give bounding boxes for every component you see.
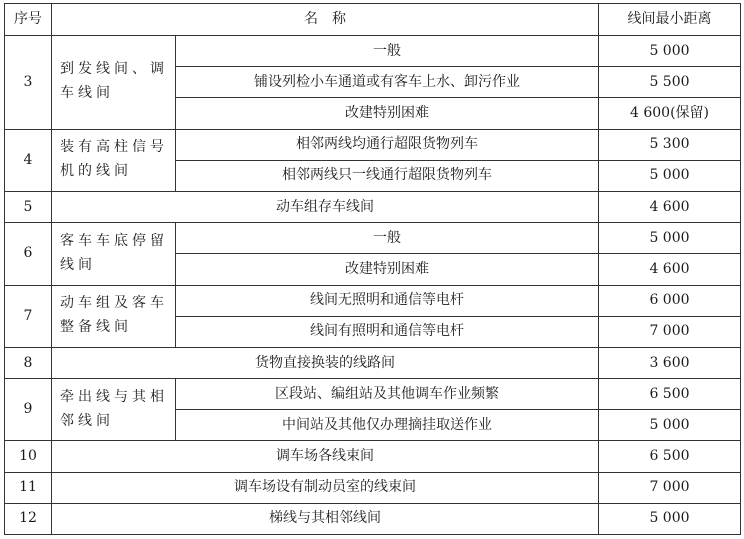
row-name: 装有高柱信号机的线间: [52, 129, 176, 191]
spacing-table: [4, 3, 741, 535]
row-condition: 改建特别困难: [176, 98, 599, 129]
row-seq: 3: [5, 36, 52, 130]
row-distance: 5 000: [599, 223, 741, 254]
row-condition: 中间站及其他仅办理摘挂取送作业: [176, 410, 599, 441]
row-seq: 12: [5, 503, 52, 534]
row-condition: 一般: [176, 36, 599, 67]
table-row: [5, 347, 741, 378]
row-condition: 改建特别困难: [176, 254, 599, 285]
row-name: 调车场各线束间: [52, 441, 599, 472]
row-seq: 11: [5, 472, 52, 503]
row-condition: 区段站、编组站及其他调车作业频繁: [176, 379, 599, 410]
row-condition: 线间无照明和通信等电杆: [176, 285, 599, 316]
table-row: [5, 285, 741, 316]
row-condition: 铺设列检小车通道或有客车上水、卸污作业: [176, 67, 599, 98]
row-condition: 相邻两线只一线通行超限货物列车: [176, 160, 599, 191]
table-row: [5, 223, 741, 254]
row-seq: 6: [5, 223, 52, 285]
row-name: 梯线与其相邻线间: [52, 503, 599, 534]
row-seq: 9: [5, 379, 52, 441]
row-condition: 线间有照明和通信等电杆: [176, 316, 599, 347]
table-row: [5, 379, 741, 410]
table-row: [5, 441, 741, 472]
row-name: 到发线间、调车线间: [52, 36, 176, 130]
row-seq: 10: [5, 441, 52, 472]
row-seq: 7: [5, 285, 52, 347]
row-distance: 7 000: [599, 472, 741, 503]
row-name: 客车车底停留线间: [52, 223, 176, 285]
row-name: 调车场设有制动员室的线束间: [52, 472, 599, 503]
row-condition: 相邻两线均通行超限货物列车: [176, 129, 599, 160]
row-name: 动车组存车线间: [52, 191, 599, 222]
table-row: [5, 503, 741, 534]
row-seq: 5: [5, 191, 52, 222]
row-condition: 一般: [176, 223, 599, 254]
row-name: 牵出线与其相邻线间: [52, 379, 176, 441]
table-header-row: [5, 4, 741, 36]
row-distance: 5 000: [599, 160, 741, 191]
row-name: 动车组及客车整备线间: [52, 285, 176, 347]
row-distance: 5 300: [599, 129, 741, 160]
row-distance: 4 600: [599, 191, 741, 222]
row-distance: 6 500: [599, 441, 741, 472]
table-row: [5, 472, 741, 503]
table-row: [5, 36, 741, 67]
row-distance: 5 000: [599, 503, 741, 534]
row-distance: 3 600: [599, 347, 741, 378]
row-distance: 6 000: [599, 285, 741, 316]
row-seq: 4: [5, 129, 52, 191]
row-distance: 7 000: [599, 316, 741, 347]
row-distance: 5 500: [599, 67, 741, 98]
table-row: [5, 129, 741, 160]
header-name: 名 称: [52, 4, 599, 36]
row-distance: 4 600: [599, 254, 741, 285]
row-distance: 6 500: [599, 379, 741, 410]
header-distance: 线间最小距离: [599, 4, 741, 36]
row-distance: 4 600(保留): [599, 98, 741, 129]
table-body: [5, 36, 741, 535]
row-distance: 5 000: [599, 410, 741, 441]
row-distance: 5 000: [599, 36, 741, 67]
header-seq: 序号: [5, 4, 52, 36]
table-row: [5, 191, 741, 222]
row-name: 货物直接换装的线路间: [52, 347, 599, 378]
row-seq: 8: [5, 347, 52, 378]
